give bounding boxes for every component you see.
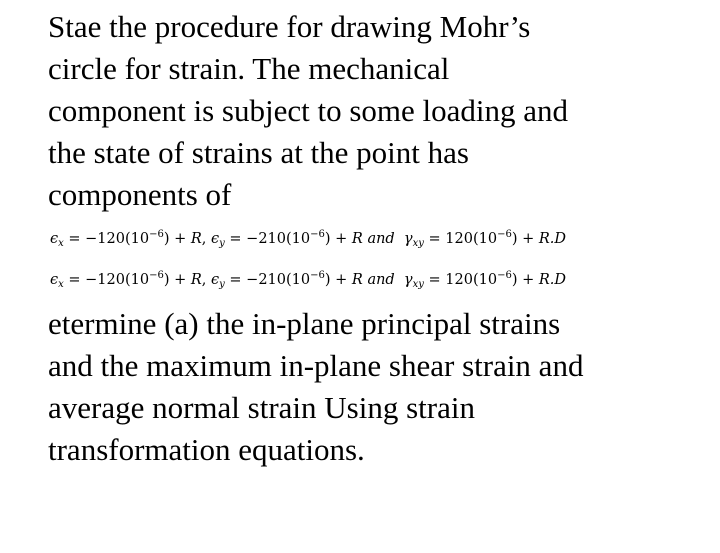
text-line: average normal strain Using strain (48, 390, 475, 425)
plus-sign: + (169, 231, 191, 247)
text-line: etermine (a) the in-plane principal strains (48, 306, 561, 341)
equals-sign: = (224, 231, 247, 247)
eps-y-value: −210(10 (246, 231, 311, 247)
text-line: component is subject to some loading and (48, 93, 569, 128)
plus-sign: + (330, 272, 352, 288)
equals-sign: = (63, 272, 86, 288)
epsilon-symbol: ϵ (50, 231, 59, 247)
exponent: −6 (497, 270, 512, 281)
exponent: −6 (497, 229, 512, 240)
eps-x-value: −120(10 (85, 231, 150, 247)
equals-sign: = (423, 231, 446, 247)
text-line: circle for strain. The mechanical (48, 51, 450, 86)
subscript-x: x (58, 238, 64, 249)
and-word: and (367, 272, 395, 288)
subscript-y: y (219, 279, 225, 290)
close-paren: ) (324, 231, 331, 247)
close-paren: ) (163, 231, 170, 247)
r-symbol: R (351, 272, 363, 288)
exponent: −6 (149, 270, 164, 281)
gamma-symbol: γ (403, 272, 413, 288)
text-line: transformation equations. (48, 432, 365, 467)
question-closing (48, 303, 708, 471)
d-suffix: .D (549, 272, 567, 288)
epsilon-symbol: ϵ (211, 272, 220, 288)
eps-y-value: −210(10 (246, 272, 311, 288)
r-symbol: R (190, 272, 202, 288)
exponent: −6 (310, 229, 325, 240)
eps-x-value: −120(10 (85, 272, 150, 288)
subscript-y: y (219, 238, 225, 249)
plus-sign: + (517, 272, 539, 288)
text-line: components of (48, 177, 232, 212)
plus-sign: + (169, 272, 191, 288)
text-line: and the maximum in-plane shear strain and (48, 348, 584, 383)
close-paren: ) (511, 231, 518, 247)
strain-equation (50, 226, 710, 252)
comma: , (201, 231, 207, 247)
close-paren: ) (511, 272, 518, 288)
equals-sign: = (224, 272, 247, 288)
text-line: Stae the procedure for drawing Mohr’s (48, 9, 531, 44)
and-word: and (367, 231, 395, 247)
exponent: −6 (149, 229, 164, 240)
gamma-xy-value: 120(10 (445, 231, 498, 247)
epsilon-symbol: ϵ (50, 272, 59, 288)
subscript-x: x (58, 279, 64, 290)
comma: , (201, 272, 207, 288)
gamma-xy-value: 120(10 (445, 272, 498, 288)
text-line: the state of strains at the point has (48, 135, 469, 170)
r-symbol: R (190, 231, 202, 247)
exponent: −6 (310, 270, 325, 281)
question-intro (48, 6, 708, 216)
d-suffix: .D (549, 231, 567, 247)
equals-sign: = (63, 231, 86, 247)
plus-sign: + (517, 231, 539, 247)
strain-equation (50, 267, 710, 293)
gamma-symbol: γ (403, 231, 413, 247)
r-symbol: R (538, 231, 550, 247)
r-symbol: R (351, 231, 363, 247)
epsilon-symbol: ϵ (211, 231, 220, 247)
subscript-xy: xy (412, 279, 424, 290)
r-symbol: R (538, 272, 550, 288)
subscript-xy: xy (412, 238, 424, 249)
close-paren: ) (324, 272, 331, 288)
equals-sign: = (423, 272, 446, 288)
plus-sign: + (330, 231, 352, 247)
close-paren: ) (163, 272, 170, 288)
